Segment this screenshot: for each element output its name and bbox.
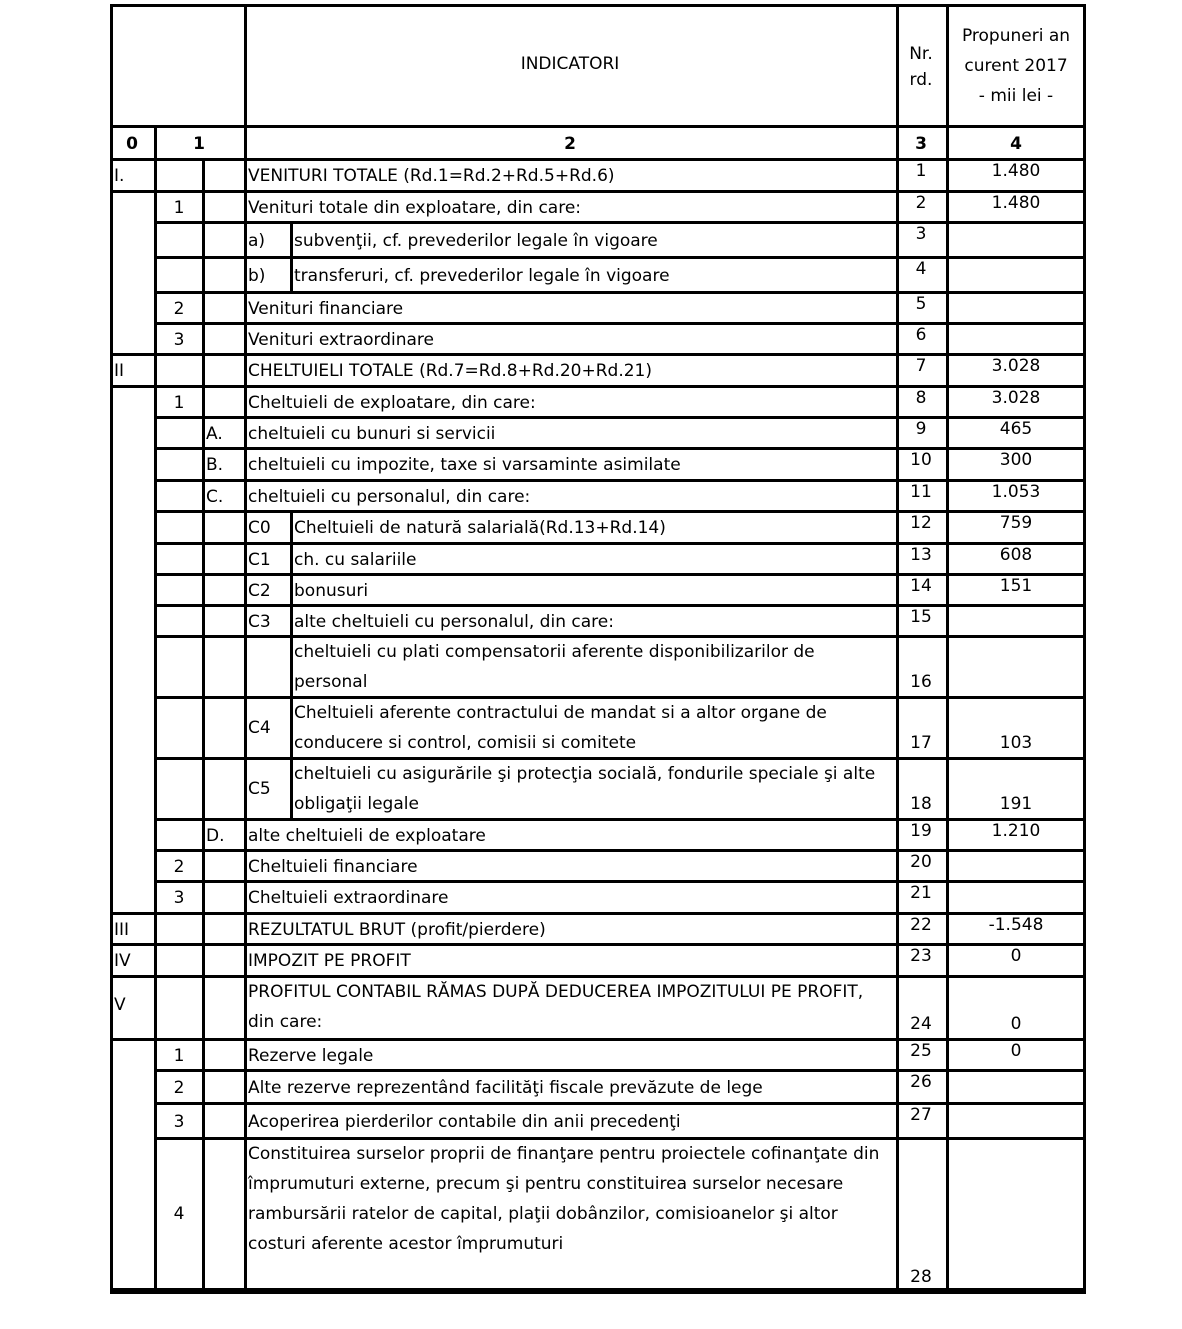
grid-line-vertical [244, 1137, 247, 1291]
grid-line-vertical [244, 912, 247, 943]
grid-line-vertical [244, 849, 247, 880]
proposal-value: 103 [999, 733, 1033, 753]
column-number: 2 [564, 134, 576, 154]
proposal-value: 151 [999, 576, 1033, 596]
indicator-label: Venituri totale din exploatare, din care: [248, 198, 582, 218]
proposal-value: 1.480 [991, 161, 1041, 181]
grid-line-vertical [202, 353, 205, 385]
budget-indicators-table [110, 4, 1086, 1291]
roman-numeral: II [114, 361, 125, 381]
header-indicatori: INDICATORI [520, 54, 620, 74]
grid-line-vertical [154, 975, 157, 1038]
grid-line-vertical [202, 542, 205, 573]
section-heading: REZULTATUL BRUT (profit/pierdere) [248, 920, 546, 940]
item-code: C2 [248, 581, 271, 601]
row-number: 10 [910, 450, 932, 470]
grid-line-vertical [290, 221, 293, 256]
grid-line-vertical [202, 256, 205, 291]
row-number: 24 [910, 1014, 932, 1034]
item-code: A. [206, 424, 223, 444]
indicator-label: Cheltuieli de natură salarială(Rd.13+Rd.14) [294, 518, 666, 538]
indicator-label: alte cheltuieli cu personalul, din care: [294, 612, 614, 632]
row-rule [110, 1291, 1086, 1294]
indicator-label: Alte rezerve reprezentând facilităţi fiscale prevăzute de lege [248, 1078, 763, 1098]
item-code: B. [206, 455, 224, 475]
grid-line-vertical [154, 221, 157, 256]
item-code: a) [248, 231, 266, 251]
grid-line-vertical [202, 221, 205, 256]
grid-line-vertical [946, 880, 949, 912]
proposal-value: 0 [1010, 1014, 1022, 1034]
section-heading: CHELTUIELI TOTALE (Rd.7=Rd.8+Rd.20+Rd.21) [248, 361, 652, 381]
grid-line-vertical [154, 912, 157, 943]
row-number: 5 [915, 294, 927, 314]
header-propuneri: curent 2017 [964, 56, 1068, 76]
proposal-value: 1.210 [991, 821, 1041, 841]
row-number: 15 [910, 607, 932, 627]
grid-line-vertical [290, 757, 293, 818]
item-code: C1 [248, 550, 271, 570]
proposal-value: 300 [999, 450, 1033, 470]
item-code: b) [248, 266, 266, 286]
grid-line-vertical [290, 256, 293, 291]
grid-line-vertical [946, 635, 949, 696]
grid-line-vertical [244, 635, 247, 696]
column-number: 3 [915, 134, 927, 154]
row-number: 23 [910, 946, 932, 966]
row-number: 22 [910, 915, 932, 935]
indicator-label: alte cheltuieli de exploatare [248, 826, 486, 846]
header-propuneri: - mii lei - [978, 86, 1054, 106]
grid-line-vertical [244, 757, 247, 818]
table-border-left [110, 4, 113, 1291]
grid-line-vertical [154, 416, 157, 447]
grid-line-vertical [154, 818, 157, 849]
grid-line-vertical [244, 1102, 247, 1137]
row-number: 27 [910, 1105, 932, 1125]
grid-line-vertical [946, 849, 949, 880]
proposal-value: 0 [1010, 946, 1022, 966]
row-number: 4 [915, 259, 927, 279]
grid-line-vertical [202, 912, 205, 943]
indicator-label: Venituri financiare [248, 299, 404, 319]
grid-line-vertical [154, 479, 157, 510]
row-number: 25 [910, 1041, 932, 1061]
roman-numeral: III [114, 920, 130, 940]
indicator-label: bonusuri [294, 581, 369, 601]
indicator-label: Cheltuieli financiare [248, 857, 418, 877]
roman-numeral: V [114, 995, 126, 1015]
grid-line-vertical [244, 221, 247, 256]
grid-line-vertical [154, 696, 157, 757]
header-propuneri: Propuneri an [961, 26, 1071, 46]
row-number: 20 [910, 852, 932, 872]
grid-line-vertical [154, 510, 157, 542]
indicator-label: Venituri extraordinare [248, 330, 434, 350]
grid-line-vertical [946, 256, 949, 291]
grid-line-vertical [202, 158, 205, 190]
grid-line-vertical [244, 542, 247, 573]
indicator-label: Constituirea surselor proprii de finanţare pentru proiectele cofinanţate din împrumuturi externe, precum şi pentru constituirea surselor necesare rambursării ratelor de capital, plaţii dobânzilor, comisioanelor şi altor costuri aferente acestor împrumuturi [248, 1144, 880, 1254]
item-code: C3 [248, 612, 271, 632]
grid-line-vertical [244, 604, 247, 635]
section-number: 2 [173, 1078, 185, 1098]
proposal-value: 465 [999, 419, 1033, 439]
indicator-label: Cheltuieli extraordinare [248, 888, 449, 908]
grid-line-vertical [290, 542, 293, 573]
grid-line-vertical [290, 510, 293, 542]
indicator-label: cheltuieli cu bunuri si servicii [248, 424, 496, 444]
section-heading: IMPOZIT PE PROFIT [248, 951, 411, 971]
grid-line-vertical [946, 221, 949, 256]
row-number: 21 [910, 883, 932, 903]
indicator-label: cheltuieli cu personalul, din care: [248, 487, 531, 507]
header-rule [110, 125, 1086, 128]
row-number: 11 [910, 482, 932, 502]
grid-line-vertical [202, 975, 205, 1038]
grid-line-vertical [202, 604, 205, 635]
row-number: 12 [910, 513, 932, 533]
grid-line-vertical [946, 1102, 949, 1137]
item-code: C. [206, 487, 224, 507]
row-number: 17 [910, 733, 932, 753]
grid-line-vertical [202, 696, 205, 757]
grid-line-vertical [244, 190, 247, 221]
grid-line-vertical [244, 880, 247, 912]
indicator-label: cheltuieli cu impozite, taxe si varsaminte asimilate [248, 455, 681, 475]
item-code: D. [206, 826, 225, 846]
grid-line-vertical [290, 573, 293, 604]
grid-line-vertical [244, 696, 247, 757]
section-number: 2 [173, 857, 185, 877]
grid-line-vertical [946, 604, 949, 635]
row-number: 18 [910, 794, 932, 814]
section-number: 3 [173, 1112, 185, 1132]
grid-line-vertical [154, 542, 157, 573]
grid-line-vertical [202, 635, 205, 696]
proposal-value: -1.548 [988, 915, 1044, 935]
indicator-label: Rezerve legale [248, 1046, 374, 1066]
grid-line-vertical [202, 447, 205, 479]
indicator-label: cheltuieli cu plati compensatorii aferente disponibilizarilor de personal [294, 642, 815, 692]
row-number: 9 [915, 419, 927, 439]
item-code: C0 [248, 518, 271, 538]
proposal-value: 0 [1010, 1041, 1022, 1061]
table-border-top [110, 4, 1086, 7]
row-number: 16 [910, 672, 932, 692]
grid-line-vertical [244, 322, 247, 353]
section-number: 1 [173, 1046, 185, 1066]
grid-line-vertical [202, 943, 205, 975]
grid-line-vertical [154, 757, 157, 818]
grid-line-vertical [244, 1038, 247, 1069]
grid-line-vertical [202, 416, 205, 447]
indicator-label: Cheltuieli aferente contractului de mandat si a altor organe de conducere si control, comisii si comitete [294, 703, 827, 753]
grid-line-vertical [244, 510, 247, 542]
row-number: 3 [915, 224, 927, 244]
proposal-value: 1.480 [991, 193, 1041, 213]
grid-line-vertical [946, 1069, 949, 1102]
grid-line-vertical [202, 818, 205, 849]
row-number: 28 [910, 1267, 932, 1287]
column-number: 1 [193, 134, 205, 154]
proposal-value: 3.028 [991, 356, 1041, 376]
grid-line-vertical [244, 158, 247, 190]
row-number: 7 [915, 356, 927, 376]
row-number: 14 [910, 576, 932, 596]
proposal-value: 3.028 [991, 388, 1041, 408]
column-number: 0 [126, 134, 138, 154]
row-number: 6 [915, 325, 927, 345]
grid-line-vertical [946, 322, 949, 353]
grid-line-vertical [154, 573, 157, 604]
grid-line-vertical [202, 757, 205, 818]
grid-line-vertical [244, 256, 247, 291]
grid-line-vertical [946, 291, 949, 322]
section-number: 3 [173, 888, 185, 908]
row-number: 2 [915, 193, 927, 213]
row-number: 13 [910, 545, 932, 565]
grid-line-vertical [290, 696, 293, 757]
roman-numeral: IV [114, 951, 131, 971]
grid-line-vertical [290, 604, 293, 635]
row-number: 26 [910, 1072, 932, 1092]
grid-line-vertical [154, 943, 157, 975]
grid-line-vertical [202, 479, 205, 510]
indicator-label: Cheltuieli de exploatare, din care: [248, 393, 536, 413]
item-code: C4 [248, 718, 271, 738]
grid-line-vertical [290, 635, 293, 696]
row-number: 19 [910, 821, 932, 841]
section-number: 3 [173, 330, 185, 350]
row-number: 8 [915, 388, 927, 408]
section-heading: VENITURI TOTALE (Rd.1=Rd.2+Rd.5+Rd.6) [248, 166, 615, 186]
proposal-value: 191 [999, 794, 1033, 814]
section-number: 2 [173, 299, 185, 319]
proposal-value: 759 [999, 513, 1033, 533]
grid-line-vertical [154, 158, 157, 190]
grid-line-vertical [202, 573, 205, 604]
grid-line-vertical [244, 943, 247, 975]
grid-line-vertical [244, 1069, 247, 1102]
section-heading: PROFITUL CONTABIL RĂMAS DUPĂ DEDUCEREA IMPOZITULUI PE PROFIT, din care: [248, 982, 864, 1032]
grid-line-vertical [202, 510, 205, 542]
section-number: 1 [173, 198, 185, 218]
section-number: 1 [173, 393, 185, 413]
grid-line-vertical [154, 353, 157, 385]
indicator-label: ch. cu salariile [294, 550, 417, 570]
roman-numeral: I. [114, 166, 125, 186]
section-number: 4 [173, 1204, 185, 1224]
indicator-label: Acoperirea pierderilor contabile din anii precedenţi [248, 1112, 681, 1132]
grid-line-vertical [946, 1137, 949, 1291]
proposal-value: 1.053 [991, 482, 1041, 502]
column-number: 4 [1010, 134, 1022, 154]
item-code: C5 [248, 779, 271, 799]
grid-line-vertical [154, 447, 157, 479]
header-nr-rd: rd. [909, 70, 933, 90]
indicator-label: transferuri, cf. prevederilor legale în vigoare [294, 266, 670, 286]
grid-line-vertical [154, 635, 157, 696]
header-nr-rd: Nr. [909, 44, 933, 64]
indicator-label: subvenţii, cf. prevederilor legale în vigoare [294, 231, 658, 251]
row-number: 1 [915, 161, 927, 181]
grid-line-vertical [244, 975, 247, 1038]
proposal-value: 608 [999, 545, 1033, 565]
grid-line-vertical [244, 291, 247, 322]
grid-line-vertical [244, 385, 247, 416]
grid-line-vertical [244, 353, 247, 385]
grid-line-vertical [154, 604, 157, 635]
grid-line-vertical [244, 573, 247, 604]
indicator-label: cheltuieli cu asigurările şi protecţia socială, fondurile speciale şi alte obligaţii legale [294, 764, 876, 814]
grid-line-vertical [154, 256, 157, 291]
